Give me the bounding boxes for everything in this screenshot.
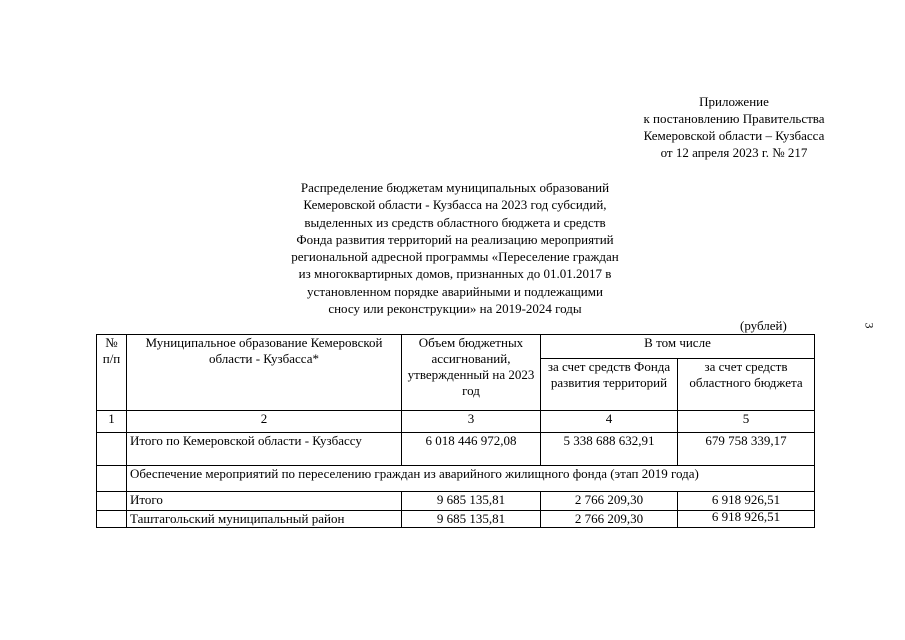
- column-numbers-row: [97, 411, 815, 433]
- column-number: 3: [402, 411, 541, 433]
- row-regional: 6 918 926,51: [678, 492, 815, 511]
- total-fund: 5 338 688 632,91: [541, 433, 678, 466]
- title-line: Фонда развития территорий на реализацию мероприятий: [296, 231, 614, 247]
- header-fund: за счет средств Фонда развития территорий: [541, 359, 678, 411]
- header-volume: Объем бюджетных ассигнований, утвержденный на 2023 год: [402, 335, 541, 411]
- document-title: [210, 179, 700, 317]
- header-including: В том числе: [541, 335, 815, 359]
- row-num-cell: [97, 492, 127, 511]
- row-volume: 9 685 135,81: [402, 492, 541, 511]
- title-line: выделенных из средств областного бюджета и средств: [304, 214, 606, 230]
- column-number: 2: [127, 411, 402, 433]
- appendix-line: к постановлению Правительства: [643, 111, 825, 126]
- budget-table: [96, 334, 815, 528]
- table-row: [97, 511, 815, 528]
- section-title: Обеспечение мероприятий по переселению граждан из аварийного жилищного фонда (этап 2019 года): [127, 466, 815, 492]
- column-number: 1: [97, 411, 127, 433]
- total-num-cell: [97, 433, 127, 466]
- section-row: [97, 466, 815, 492]
- title-line: региональной адресной программы «Переселение граждан: [291, 249, 619, 265]
- page-number: 3: [862, 322, 877, 329]
- title-line: установленном порядке аварийными и подлежащими: [307, 283, 603, 299]
- title-line: Кемеровской области - Кузбасса на 2023 год субсидий,: [303, 197, 607, 213]
- header-municipality: Муниципальное образование Кемеровской области - Кузбасса*: [127, 335, 402, 411]
- total-volume: 6 018 446 972,08: [402, 433, 541, 466]
- row-num-cell: [97, 511, 127, 528]
- appendix-line: Кемеровской области – Кузбасса: [643, 128, 825, 143]
- total-regional: 679 758 339,17: [678, 433, 815, 466]
- appendix-line: от 12 апреля 2023 г. № 217: [660, 145, 808, 160]
- row-fund: 2 766 209,30: [541, 492, 678, 511]
- total-name: Итого по Кемеровской области - Кузбассу: [127, 433, 402, 466]
- header-row: [97, 335, 815, 359]
- title-line: сносу или реконструкции» на 2019-2024 годы: [328, 301, 582, 317]
- row-name: Итого: [127, 492, 402, 511]
- units-label: (рублей): [740, 318, 787, 333]
- title-line: Распределение бюджетам муниципальных образований: [300, 180, 610, 195]
- section-num-cell: [97, 466, 127, 492]
- row-fund: 2 766 209,30: [541, 511, 678, 528]
- row-regional: 6 918 926,51: [678, 511, 815, 528]
- table-row: [97, 492, 815, 511]
- column-number: 5: [678, 411, 815, 433]
- appendix-header: [598, 93, 870, 161]
- header-regional: за счет средств областного бюджета: [678, 359, 815, 411]
- row-name: Таштагольский муниципальный район: [127, 511, 402, 528]
- appendix-line: Приложение: [699, 94, 769, 109]
- total-row: [97, 433, 815, 466]
- column-number: 4: [541, 411, 678, 433]
- row-volume: 9 685 135,81: [402, 511, 541, 528]
- header-num: № п/п: [97, 335, 127, 411]
- title-line: из многоквартирных домов, признанных до 01.01.2017 в: [298, 266, 612, 282]
